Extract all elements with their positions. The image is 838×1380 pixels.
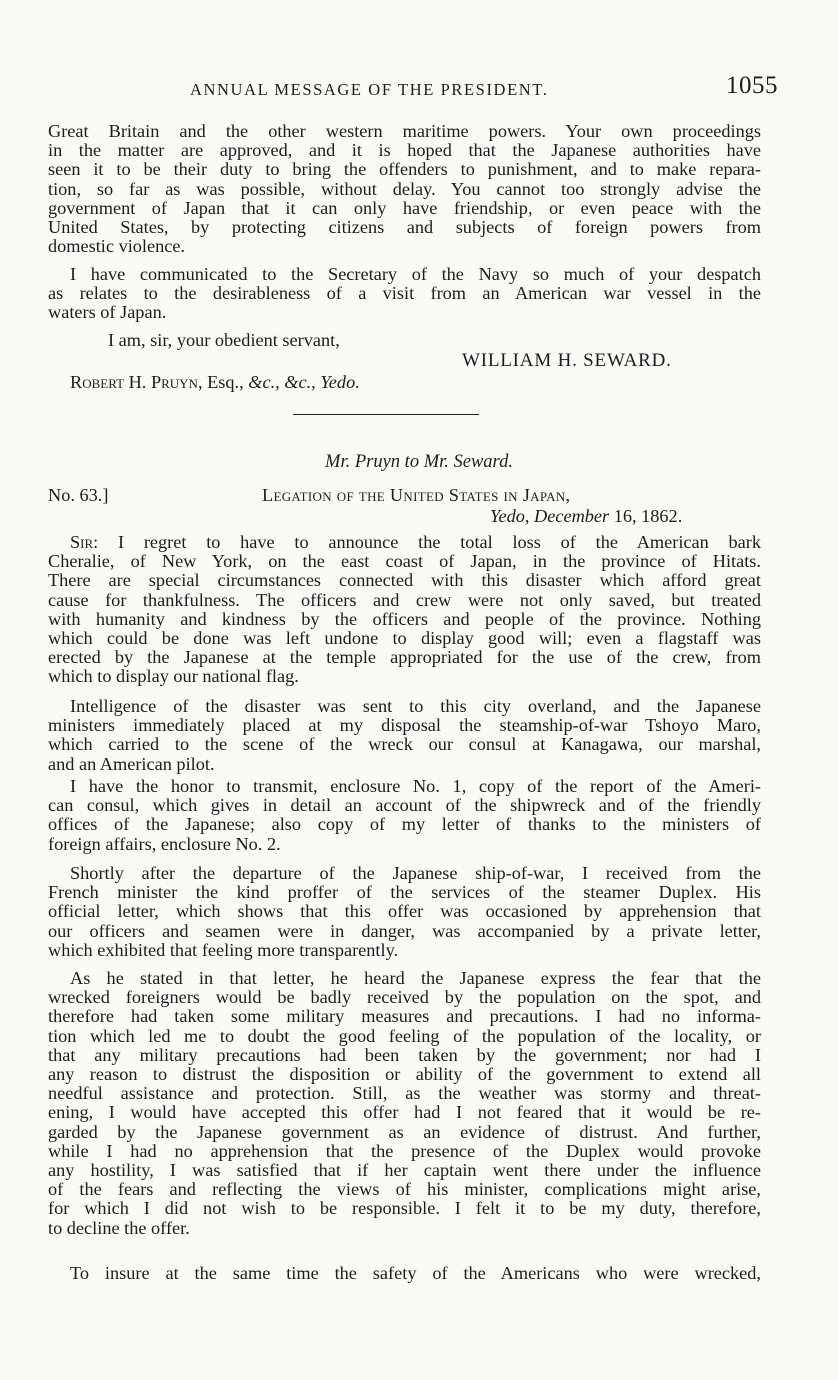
text-line: tion, so far as was possible, without delay. You cannot too strongly advise the <box>48 178 761 199</box>
text-line: wrecked foreigners would be badly received by the population on the spot, and <box>48 987 761 1008</box>
text-fragment: : I regret to have to announce the total loss of the American bark <box>93 532 761 552</box>
dateline-place: Yedo, December <box>490 506 610 526</box>
text-line: There are special circumstances connected with this disaster which afford great <box>48 570 761 591</box>
text-line: as relates to the desirableness of a visit from an American war vessel in the <box>48 283 761 304</box>
text-line: of the fears and reflecting the views of his minister, complications might arise, <box>48 1179 761 1200</box>
addressee-etc: &c., &c., Yedo. <box>248 372 360 392</box>
paragraph-1 <box>48 122 761 256</box>
text-line: needful assistance and protection. Still, as the weather was stormy and threat- <box>48 1083 761 1104</box>
paragraph-4 <box>48 697 761 774</box>
text-line: Intelligence of the disaster was sent to this city overland, and the Japanese <box>70 696 761 716</box>
text-line: erected by the Japanese at the temple appropriated for the use of the crew, from <box>48 647 761 668</box>
text-line: I have the honor to transmit, enclosure No. 1, copy of the report of the Ameri- <box>70 776 761 796</box>
text-line: any hostility, I was satisfied that if her captain went there under the influence <box>48 1160 761 1181</box>
letter-heading: Mr. Pruyn to Mr. Seward. <box>325 452 513 472</box>
text-line: in the matter are approved, and it is hoped that the Japanese authorities have <box>48 140 761 161</box>
text-line: I have communicated to the Secretary of the Navy so much of your despatch <box>70 264 761 284</box>
letter-number: No. 63.] <box>48 485 109 505</box>
text-line: our officers and seamen were in danger, was accompanied by a private letter, <box>48 920 761 941</box>
text-line: domestic violence. <box>48 236 186 257</box>
text-line: Great Britain and the other western maritime powers. Your own proceedings <box>48 121 761 141</box>
page-header <box>48 72 778 112</box>
text-line: can consul, which gives in detail an account of the shipwreck and of the friendly <box>48 795 761 816</box>
text-line: official letter, which shows that this offer was occasioned by apprehension that <box>48 901 761 922</box>
paragraph-5 <box>48 777 761 854</box>
text-line: garded by the Japanese government as an evidence of distrust. And further, <box>48 1121 761 1142</box>
text-line: for which I did not wish to be responsible. I felt it to be my duty, therefore, <box>48 1198 761 1219</box>
text-line: United States, by protecting citizens and subjects of foreign powers from <box>48 217 761 238</box>
text-line: government of Japan that it can only have friendship, or even peace with the <box>48 197 761 218</box>
paragraph-3 <box>48 533 761 687</box>
closing-line: I am, sir, your obedient servant, <box>108 330 340 350</box>
paragraph-7 <box>48 969 761 1238</box>
text-line: Shortly after the departure of the Japanese ship-of-war, I received from the <box>70 863 761 883</box>
text-line <box>48 533 761 552</box>
text-line: that any military precautions had been taken by the government; nor had I <box>48 1044 761 1065</box>
text-line: and an American pilot. <box>48 753 215 774</box>
paragraph-2 <box>48 265 761 323</box>
text-line: while I had no apprehension that the presence of the Duplex would provoke <box>48 1140 761 1161</box>
text-line: which carried to the scene of the wreck our consul at Kanagawa, our marshal, <box>48 734 761 755</box>
text-line: any reason to distrust the disposition or ability of the government to extend all <box>48 1064 761 1085</box>
text-line: with humanity and kindness by the officers and people of the province. Nothing <box>48 608 761 629</box>
text-line: ening, I would have accepted this offer had I not feared that it would be re- <box>48 1102 761 1123</box>
dateline <box>490 506 682 527</box>
text-line: waters of Japan. <box>48 302 167 323</box>
text-line: To insure at the same time the safety of the Americans who were wrecked, <box>70 1263 761 1283</box>
text-line: which could be done was left undone to display good will; even a flagstaff was <box>48 628 761 649</box>
text-line: offices of the Japanese; also copy of my letter of thanks to the ministers of <box>48 814 761 835</box>
text-line: cause for thankfulness. The officers and crew were not only saved, but treated <box>48 589 761 610</box>
signature: WILLIAM H. SEWARD. <box>462 350 672 371</box>
text-line: foreign affairs, enclosure No. 2. <box>48 833 281 854</box>
page-number: 1055 <box>726 72 778 99</box>
text-line: tion which led me to doubt the good feeling of the population of the locality, or <box>48 1025 761 1046</box>
text-line: ministers immediately placed at my disposal the steamship-of-war Tshoyo Maro, <box>48 715 761 736</box>
text-line: which exhibited that feeling more transparently. <box>48 939 399 960</box>
text-line: to decline the offer. <box>48 1217 190 1238</box>
text-line: French minister the kind proffer of the services of the steamer Duplex. His <box>48 882 761 903</box>
paragraph-6 <box>48 864 761 960</box>
salutation: Sir <box>70 532 94 552</box>
dateline-date: 16, 1862. <box>609 506 683 526</box>
addressee-title: , Esq., <box>197 372 249 392</box>
text-line: which to display our national flag. <box>48 666 299 687</box>
text-line: As he stated in that letter, he heard the Japanese express the fear that the <box>70 968 761 988</box>
text-line: seen it to be their duty to bring the offenders to punishment, and to make repara- <box>48 159 761 180</box>
legation-line: Legation of the United States in Japan, <box>262 485 571 505</box>
addressee-name: Robert H. Pruyn <box>70 372 198 392</box>
section-divider <box>293 414 479 415</box>
text-line: Cheralie, of New York, on the east coast of Japan, in the province of Hitats. <box>48 551 761 572</box>
text-line: therefore had taken some military measures and precautions. I had no informa- <box>48 1006 761 1027</box>
running-title: ANNUAL MESSAGE OF THE PRESIDENT. <box>190 80 549 99</box>
addressee-line <box>70 372 360 393</box>
paragraph-8 <box>48 1264 761 1283</box>
